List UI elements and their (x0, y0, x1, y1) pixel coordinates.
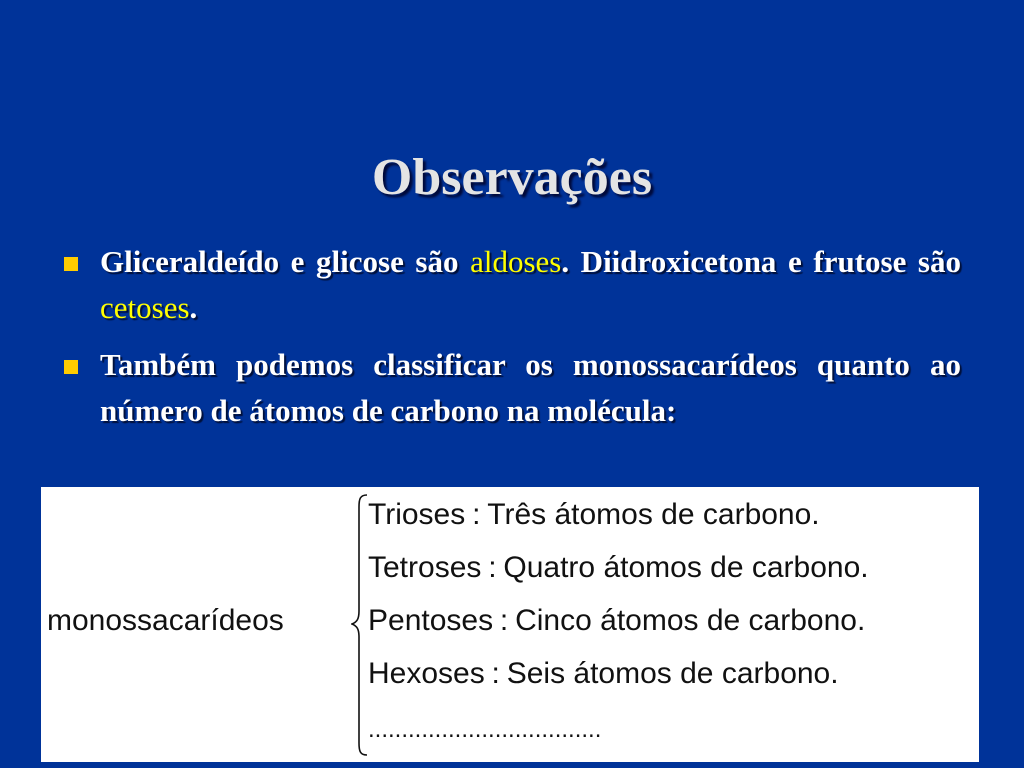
row-separator: : (499, 604, 509, 637)
bullet-text-aldoses-cetoses (100, 239, 961, 331)
row-separator: : (491, 657, 500, 690)
bullet-text-part: . Diidroxicetona e frutose são (561, 244, 961, 279)
row-description: Seis átomos de carbono. (506, 657, 839, 690)
classification-box (41, 487, 979, 762)
bullet-text-classification: Também podemos classificar os monossacarídeos quanto ao número de átomos de carbono na molécula: (100, 347, 961, 428)
row-description: Quatro átomos de carbono. (503, 551, 869, 584)
bullet-text-part: Gliceraldeído e glicose são (100, 244, 471, 279)
bullet-text-part: . (189, 290, 198, 325)
curly-brace-icon (351, 493, 369, 757)
row-separator: : (488, 551, 497, 584)
classification-row-pentoses (368, 601, 865, 641)
highlight-cetoses: cetoses (100, 290, 190, 325)
row-description: Três átomos de carbono. (487, 498, 820, 531)
classification-label: monossacarídeos (47, 604, 284, 637)
classification-row-trioses (368, 495, 820, 535)
row-name: Trioses (368, 498, 466, 531)
classification-row-tetroses (368, 548, 869, 588)
slide-title: Observações (371, 149, 653, 206)
row-name: Tetroses (368, 551, 482, 584)
highlight-aldoses: aldoses (470, 244, 562, 279)
row-name: Hexoses (368, 657, 485, 690)
row-description: Cinco átomos de carbono. (515, 604, 866, 637)
bullet-square-icon (64, 360, 78, 374)
bullet-square-icon (64, 257, 78, 271)
row-name: Pentoses (368, 604, 494, 637)
classification-continuation: ................................... (368, 716, 602, 743)
classification-row-hexoses (368, 654, 839, 694)
row-separator: : (472, 498, 481, 531)
